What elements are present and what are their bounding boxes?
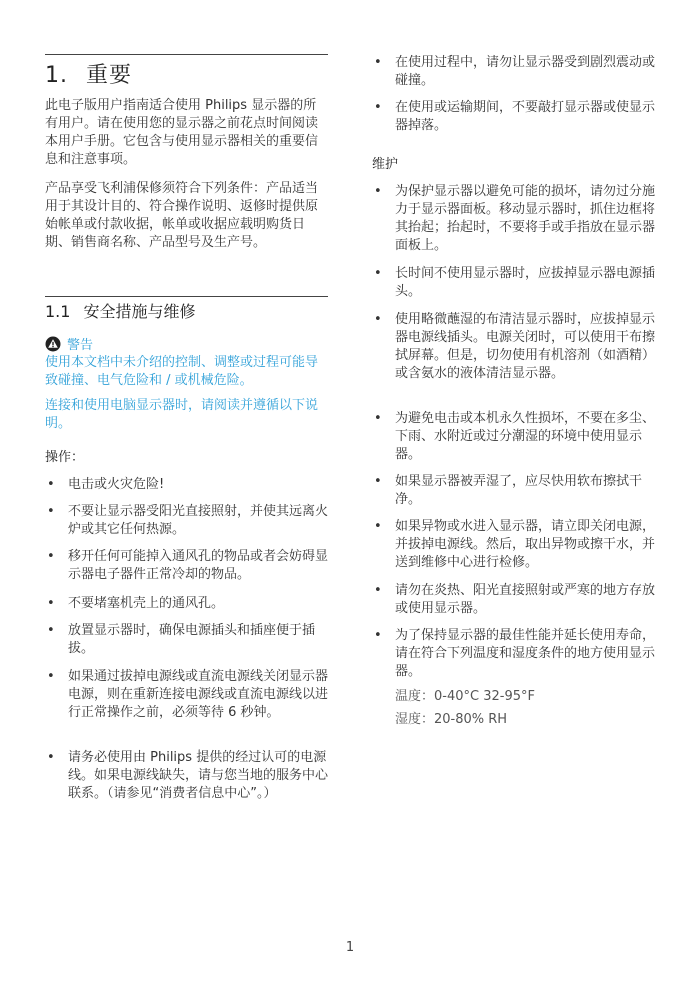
operation-heading: 操作： bbox=[45, 450, 85, 465]
intro-paragraph-2: 产品享受飞利浦保修须符合下列条件：产品适当用于其设计目的、符合操作说明、返修时提供原始帐单或付款收据，帐单或收据应载明购货日期、销售商名称、产品型号及生产号。 bbox=[45, 181, 319, 250]
list-item: • 为了保持显示器的最佳性能并延长使用寿命，请在符合下列温度和湿度条件的地方使用显示器。 bbox=[374, 628, 656, 679]
list-item: • 在使用或运输期间，不要敲打显示器或使显示器掉落。 bbox=[374, 100, 656, 133]
list-item: • 电击或火灾危险! bbox=[47, 477, 165, 492]
list-item: • 在使用过程中，请勿让显示器受到剧烈震动或碰撞。 bbox=[374, 55, 656, 88]
subsection-rule bbox=[45, 296, 328, 297]
list-item: • 移开任何可能掉入通风孔的物品或者会妨碍显示器电子器件正常冷却的物品。 bbox=[47, 549, 329, 582]
list-item: • 不要让显示器受阳光直接照射，并使其远离火炉或其它任何热源。 bbox=[47, 504, 329, 537]
section-rule bbox=[45, 54, 328, 55]
list-item: • 为避免电击或本机永久性损坏，不要在多尘、下雨、水附近或过分潮湿的环境中使用显示器。 bbox=[374, 411, 656, 462]
list-item: • 如果显示器被弄湿了，应尽快用软布擦拭干净。 bbox=[374, 474, 643, 507]
subsection-heading bbox=[45, 299, 196, 322]
list-item: • 使用略微蘸湿的布清洁显示器时，应拔掉显示器电源线插头。电源关闭时，可以使用干布擦拭屏幕。但是，切勿使用有机溶剂（如酒精）或含氨水的液体清洁显示器。 bbox=[374, 312, 656, 381]
maintenance-heading: 维护 bbox=[372, 157, 399, 172]
temperature-range: 温度：0-40°C 32-95°F bbox=[395, 689, 535, 704]
list-item: • 请勿在炎热、阳光直接照射或严寒的地方存放或使用显示器。 bbox=[374, 583, 656, 616]
page-number: 1 bbox=[345, 940, 355, 955]
warning-paragraph-1: 使用本文档中未介绍的控制、调整或过程可能导致碰撞、电气危险和 / 或机械危险。 bbox=[45, 355, 319, 388]
warning-title: 警告 bbox=[67, 338, 94, 353]
list-item: • 为保护显示器以避免可能的损坏，请勿过分施力于显示器面板。移动显示器时，抓住边框将其抬起；抬起时，不要将手或手指放在显示器面板上。 bbox=[374, 184, 656, 253]
section-heading bbox=[45, 58, 132, 89]
list-item: • 长时间不使用显示器时，应拔掉显示器电源插头。 bbox=[374, 266, 656, 299]
warning-heading bbox=[45, 334, 93, 353]
list-item: • 不要堵塞机壳上的通风孔。 bbox=[47, 596, 225, 611]
section-title: 重要 bbox=[86, 63, 133, 88]
list-item: • 如果通过拔掉电源线或直流电源线关闭显示器电源，则在重新连接电源线或直流电源线以进行正常操作之前，必须等待 6 秒钟。 bbox=[47, 669, 329, 720]
subsection-number: 1.1 bbox=[45, 302, 71, 321]
subsection-title: 安全措施与维修 bbox=[83, 302, 196, 321]
section-number: 1. bbox=[45, 63, 68, 88]
list-item: • 请务必使用由 Philips 提供的经过认可的电源线。如果电源线缺失，请与您当地的服务中心联系。（请参见“消费者信息中心”。） bbox=[47, 750, 329, 801]
humidity-range: 湿度：20-80% RH bbox=[395, 712, 508, 727]
list-item: • 如果异物或水进入显示器，请立即关闭电源，并拔掉电源线。然后，取出异物或擦干水，并送到维修中心进行检修。 bbox=[374, 519, 656, 570]
warning-paragraph-2: 连接和使用电脑显示器时，请阅读并遵循以下说明。 bbox=[45, 398, 319, 431]
list-item: • 放置显示器时，确保电源插头和插座便于插拔。 bbox=[47, 623, 316, 656]
intro-paragraph-1: 此电子版用户指南适合使用 Philips 显示器的所有用户。请在使用您的显示器之前花点时间阅读本用户手册。它包含与使用显示器相关的重要信息和注意事项。 bbox=[45, 98, 319, 167]
warning-icon bbox=[45, 336, 61, 352]
